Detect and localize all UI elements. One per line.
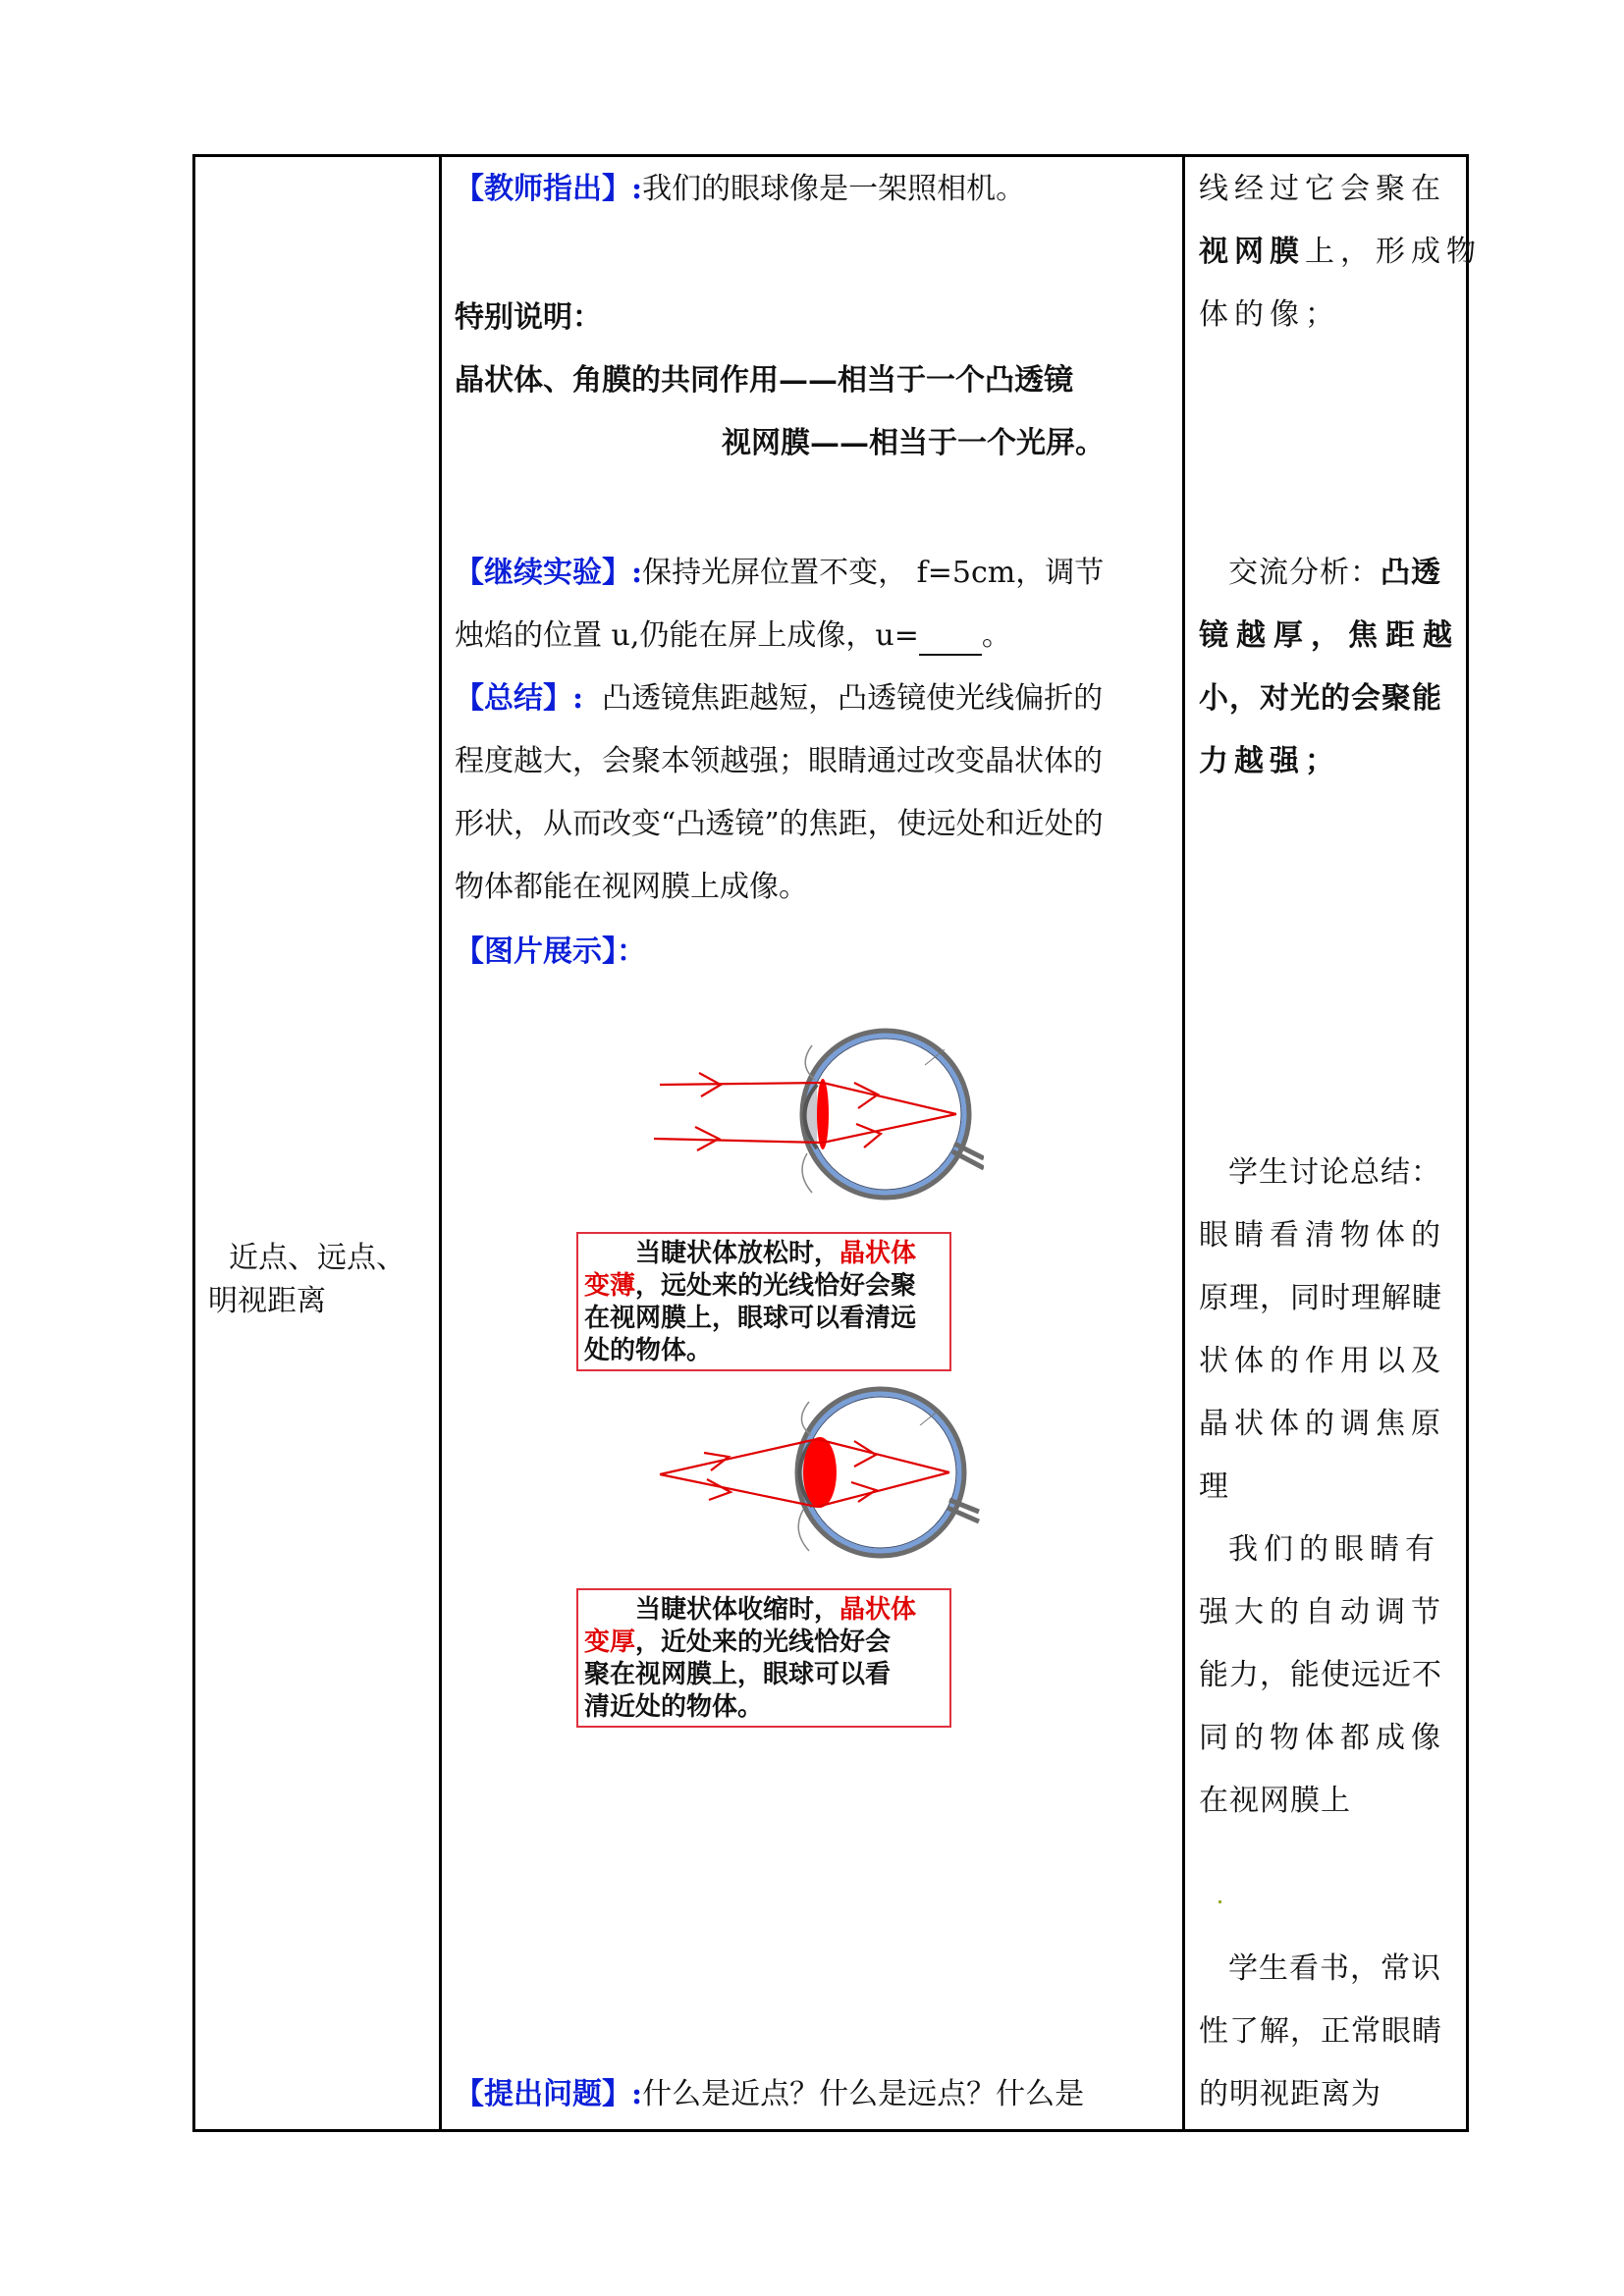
continue-experiment-line2: 烛焰的位置 u,仍能在屏上成像，u= 。 (455, 616, 1011, 656)
continue-experiment-line1: 【继续实验】:保持光屏位置不变， f=5cm，调节 (455, 556, 1105, 590)
summary-tag: 【总结】 (455, 681, 572, 716)
summary-line4: 物体都能在视网膜上成像。 (455, 870, 808, 904)
figure1-caption: 当睫状体放松时，晶状体 变薄，远处来的光线恰好会聚 在视网膜上，眼球可以看清远 处的物体。 (576, 1232, 951, 1371)
summary-line3: 形状，从而改变“凸透镜”的焦距，使远处和近处的 (455, 807, 1104, 841)
special-note-line2: 视网膜——相当于一个光屏。 (722, 426, 1105, 460)
question-line: 【提出问题】:什么是近点？什么是远点？什么是 (455, 2077, 1085, 2111)
notes-block3-line5: 晶状体的调焦原 (1199, 1407, 1446, 1441)
eye-outline-icon (802, 1032, 984, 1197)
notes-block4-line4: 同的物体都成像 (1199, 1721, 1446, 1755)
notes-block4-line1: 我们的眼睛有 (1228, 1532, 1440, 1567)
topic-label-line2: 明视距离 (208, 1284, 326, 1318)
notes-block5-line3: 的明视距离为 (1199, 2077, 1381, 2111)
content-column (442, 157, 1185, 2129)
figure2-caption: 当睫状体收缩时，晶状体 变厚，近处来的光线恰好会 聚在视网膜上，眼球可以看 清近处的物体。 (576, 1588, 951, 1728)
notes-block1-line1: 线经过它会聚在 (1199, 172, 1446, 206)
answer-blank[interactable] (919, 628, 982, 656)
notes-block2-line4: 力越强； (1199, 744, 1340, 778)
notes-block3-line3: 原理，同时理解睫 (1199, 1281, 1442, 1315)
teacher-note-text: 我们的眼球像是一架照相机。 (642, 172, 1026, 206)
notes-block1-line3: 体的像； (1199, 297, 1340, 332)
notes-block3-line2: 眼睛看清物体的 (1199, 1218, 1446, 1253)
summary-line1: 【总结】: 凸透镜焦距越短，凸透镜使光线偏折的 (455, 681, 1104, 716)
notes-block4-line5: 在视网膜上 (1199, 1784, 1351, 1818)
notes-column (1185, 157, 1482, 2129)
notes-block1-line2: 视网膜上，形成物 (1199, 235, 1482, 269)
notes-block3-line1: 学生讨论总结： (1228, 1155, 1441, 1190)
notes-block5-line2: 性了解，正常眼睛 (1199, 2014, 1442, 2049)
stray-mark (1218, 1900, 1221, 1903)
teacher-note-tag: 【教师指出】 (455, 172, 631, 206)
lens-thick-icon (803, 1437, 837, 1508)
special-note-title: 特别说明： (455, 300, 602, 335)
topic-column (195, 157, 442, 2129)
notes-block3-line4: 状体的作用以及 (1199, 1344, 1446, 1378)
special-note-line1: 晶状体、角膜的共同作用——相当于一个凸透镜 (455, 363, 1073, 398)
notes-block3-line6: 理 (1199, 1469, 1234, 1504)
notes-block4-line3: 能力，能使远近不 (1199, 1658, 1442, 1692)
topic-label-line1: 近点、远点、 (229, 1241, 406, 1275)
lesson-table (192, 154, 1482, 2132)
picture-show-tag: 【图片展示】： (455, 934, 646, 969)
notes-block4-line2: 强大的自动调节 (1199, 1595, 1446, 1629)
eye-diagram-contracted (640, 1384, 984, 1561)
lens-thin-icon (817, 1079, 829, 1149)
notes-block2-line3: 小，对光的会聚能 (1199, 681, 1442, 716)
summary-line2: 程度越大，会聚本领越强；眼睛通过改变晶状体的 (455, 744, 1103, 778)
notes-block2-line1: 交流分析：凸透 (1228, 556, 1441, 590)
continue-experiment-tag: 【继续实验】 (455, 556, 631, 590)
notes-block5-line1: 学生看书，常识 (1228, 1951, 1441, 1986)
notes-block2-line2: 镜越厚，焦距越 (1199, 618, 1460, 653)
question-tag: 【提出问题】 (455, 2077, 631, 2111)
eye-diagram-relaxed (640, 1026, 984, 1202)
teacher-note: 【教师指出】:我们的眼球像是一架照相机。 (455, 172, 1026, 206)
